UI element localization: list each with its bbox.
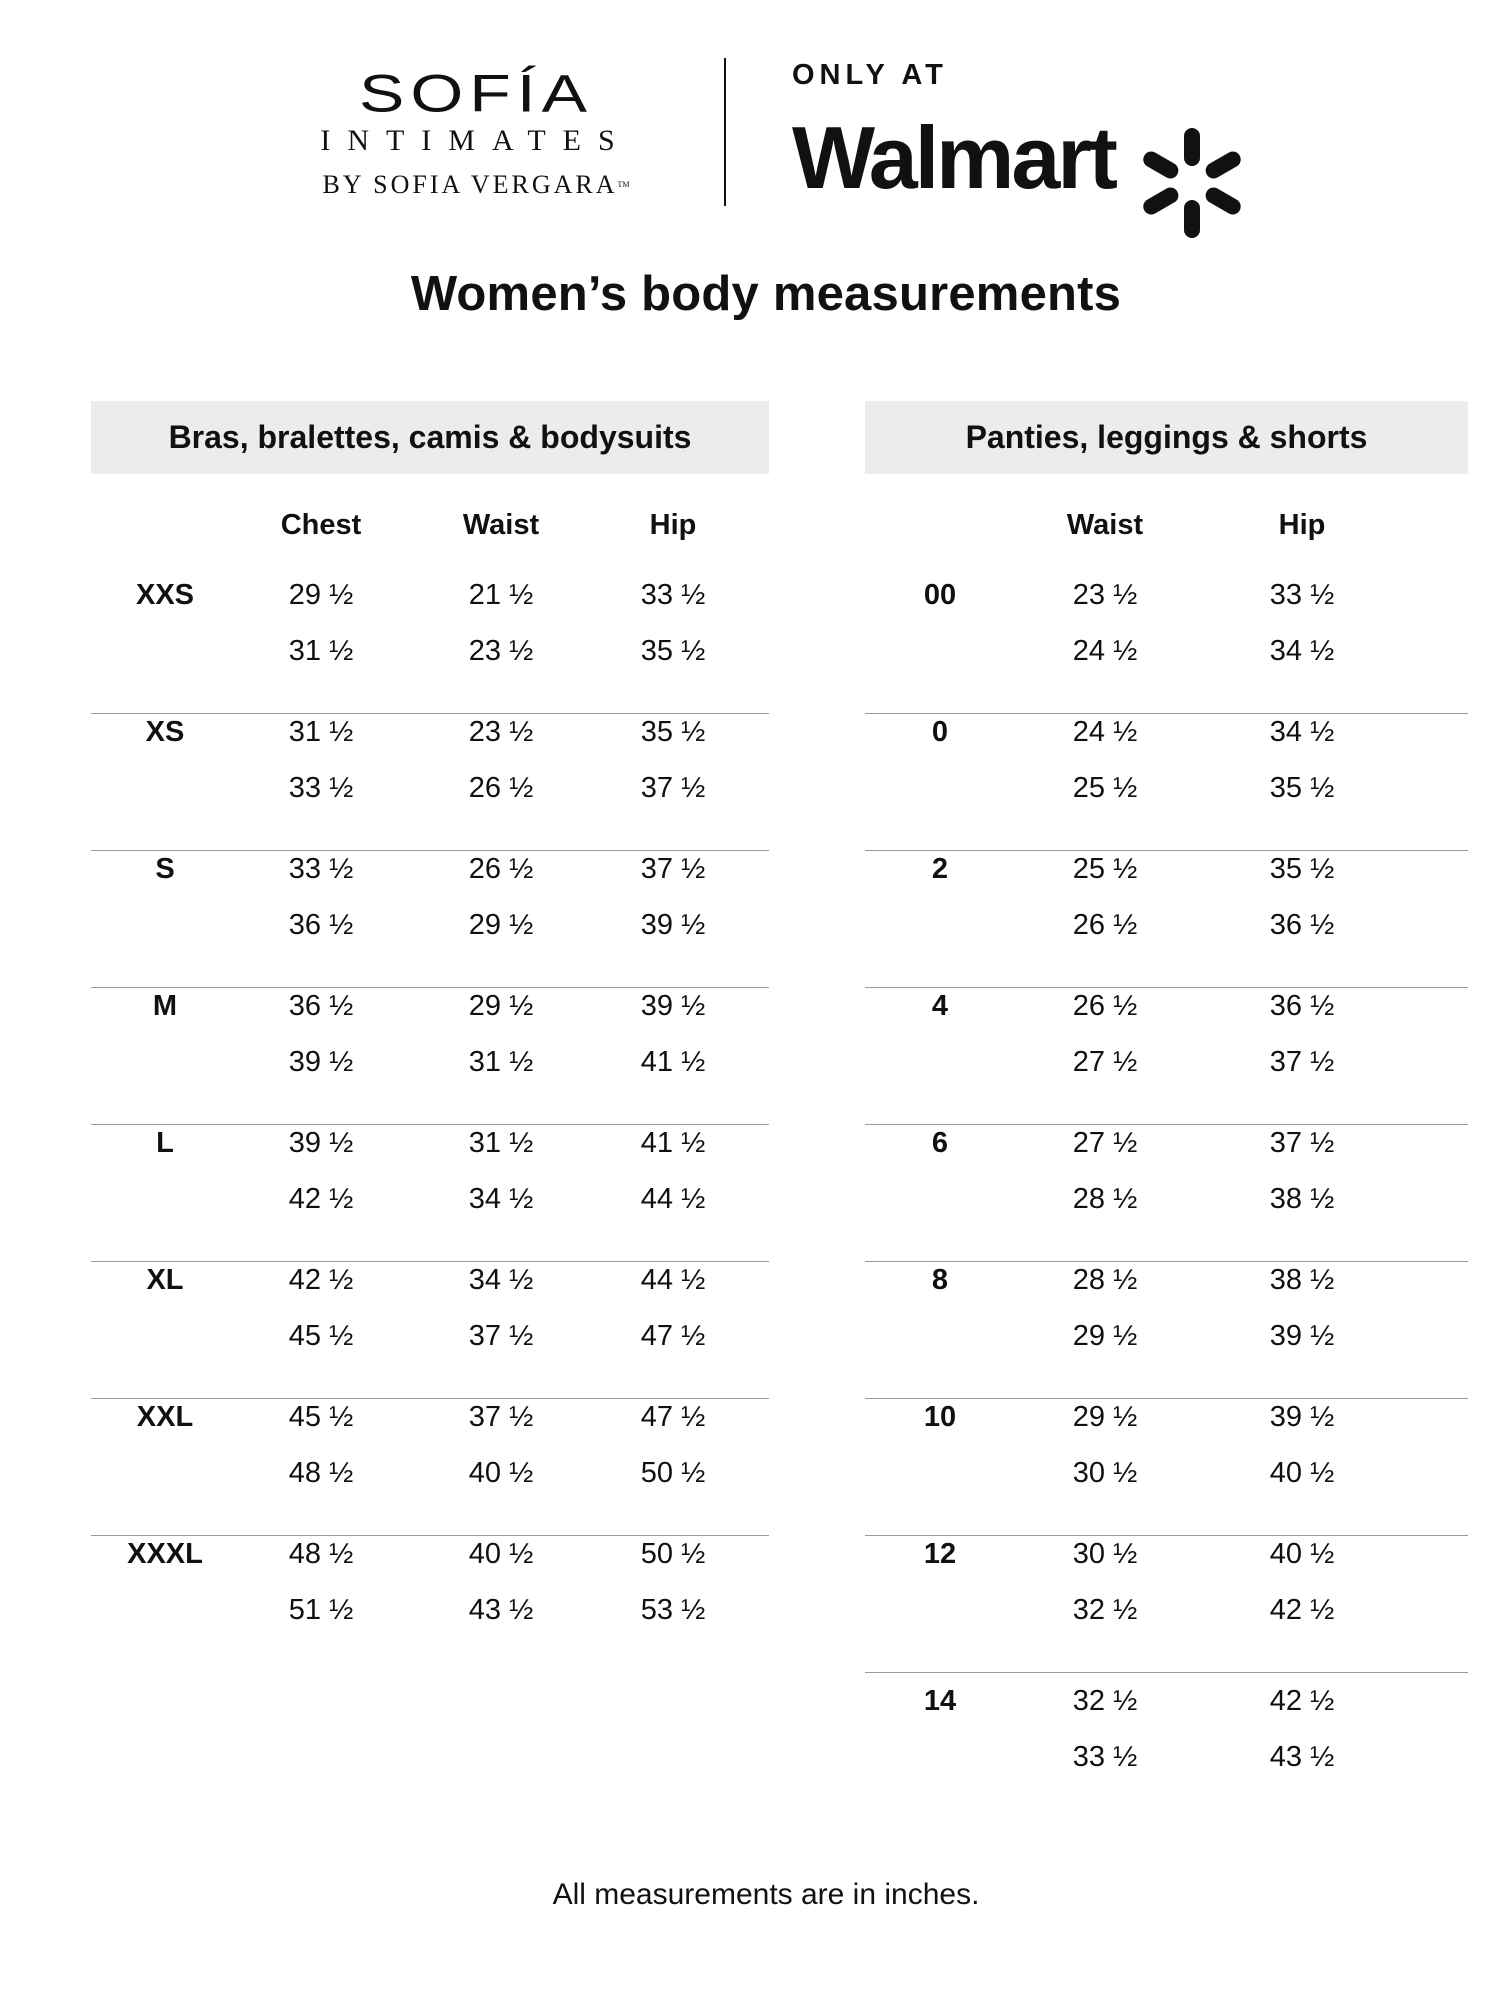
size-label: XXL [136,1401,194,1433]
hip-max-value: 35 ½ [640,635,706,667]
chest-max-value: 42 ½ [288,1183,354,1215]
hip-max-value: 37 ½ [640,772,706,804]
trademark-mark: TM [617,180,630,189]
brand-byline [286,168,666,202]
hip-min-value: 38 ½ [1269,1264,1335,1296]
waist-min-value: 40 ½ [468,1538,534,1570]
column-header-waist: Waist [1066,509,1144,541]
waist-min-value: 31 ½ [468,1127,534,1159]
hip-min-value: 42 ½ [1269,1685,1335,1717]
brand-byline-text: BY SOFIA VERGARA [322,170,618,199]
hip-min-value: 37 ½ [1269,1127,1335,1159]
size-label: XL [146,1264,184,1296]
hip-min-value: 34 ½ [1269,716,1335,748]
brand-name: SOFÍA [358,63,594,124]
footnote: All measurements are in inches. [552,1878,980,1911]
size-label: XXXL [127,1538,203,1570]
hip-min-value: 33 ½ [1269,579,1335,611]
hip-max-value: 35 ½ [1269,772,1335,804]
table-row [865,850,1468,988]
chest-max-value: 45 ½ [288,1320,354,1352]
size-label: L [156,1127,174,1159]
waist-max-value: 34 ½ [468,1183,534,1215]
waist-min-value: 26 ½ [468,853,534,885]
hip-min-value: 39 ½ [1269,1401,1335,1433]
table-row [865,1682,1468,1819]
hip-max-value: 41 ½ [640,1046,706,1078]
waist-min-value: 23 ½ [1072,579,1138,611]
waist-min-value: 28 ½ [1072,1264,1138,1296]
table-row [91,1261,769,1399]
chest-max-value: 31 ½ [288,635,354,667]
chest-max-value: 33 ½ [288,772,354,804]
hip-max-value: 39 ½ [640,909,706,941]
size-label: 4 [931,990,949,1022]
waist-max-value: 29 ½ [1072,1320,1138,1352]
chest-max-value: 51 ½ [288,1594,354,1626]
hip-min-value: 44 ½ [640,1264,706,1296]
size-label: 2 [931,853,949,885]
hip-min-value: 47 ½ [640,1401,706,1433]
brand-subline: INTIMATES [320,124,632,157]
hip-min-value: 50 ½ [640,1538,706,1570]
hip-min-value: 35 ½ [1269,853,1335,885]
hip-max-value: 39 ½ [1269,1320,1335,1352]
table-row [91,1124,769,1262]
hip-min-value: 40 ½ [1269,1538,1335,1570]
chest-min-value: 31 ½ [288,716,354,748]
waist-max-value: 26 ½ [1072,909,1138,941]
hip-max-value: 34 ½ [1269,635,1335,667]
size-label: 10 [923,1401,957,1433]
hip-max-value: 43 ½ [1269,1741,1335,1773]
page-title: Women’s body measurements [410,267,1122,321]
chest-max-value: 39 ½ [288,1046,354,1078]
waist-max-value: 30 ½ [1072,1457,1138,1489]
column-header-hip: Hip [649,509,697,541]
size-label: XXS [135,579,195,611]
size-label: 0 [931,716,949,748]
table-row [91,1398,769,1536]
hip-min-value: 36 ½ [1269,990,1335,1022]
waist-min-value: 27 ½ [1072,1127,1138,1159]
waist-min-value: 37 ½ [468,1401,534,1433]
tops-size-table [91,401,769,1626]
size-label: 6 [931,1127,949,1159]
only-at-tagline: ONLY AT [792,59,948,91]
table-row [865,987,1468,1125]
hip-max-value: 47 ½ [640,1320,706,1352]
size-label: 12 [923,1538,957,1570]
table-row [865,1261,1468,1399]
bottoms-size-table [865,401,1468,1773]
column-header-waist: Waist [462,509,540,541]
hip-min-value: 37 ½ [640,853,706,885]
waist-max-value: 32 ½ [1072,1594,1138,1626]
size-label: S [155,853,175,885]
waist-min-value: 25 ½ [1072,853,1138,885]
waist-min-value: 29 ½ [468,990,534,1022]
waist-min-value: 24 ½ [1072,716,1138,748]
tops-table-heading: Bras, bralettes, camis & bodysuits [91,401,769,474]
table-row [865,1124,1468,1262]
waist-min-value: 29 ½ [1072,1401,1138,1433]
hip-min-value: 35 ½ [640,716,706,748]
walmart-logo [792,58,1272,218]
waist-min-value: 30 ½ [1072,1538,1138,1570]
waist-min-value: 32 ½ [1072,1685,1138,1717]
hip-max-value: 37 ½ [1269,1046,1335,1078]
hip-max-value: 42 ½ [1269,1594,1335,1626]
hip-min-value: 41 ½ [640,1127,706,1159]
waist-max-value: 26 ½ [468,772,534,804]
waist-min-value: 34 ½ [468,1264,534,1296]
waist-max-value: 29 ½ [468,909,534,941]
hip-max-value: 38 ½ [1269,1183,1335,1215]
chest-min-value: 45 ½ [288,1401,354,1433]
table-row [91,576,769,714]
chest-max-value: 36 ½ [288,909,354,941]
size-label: M [152,990,178,1022]
chest-min-value: 29 ½ [288,579,354,611]
table-row [91,987,769,1125]
waist-max-value: 27 ½ [1072,1046,1138,1078]
chest-min-value: 42 ½ [288,1264,354,1296]
waist-max-value: 24 ½ [1072,635,1138,667]
waist-max-value: 37 ½ [468,1320,534,1352]
size-label: 14 [923,1685,957,1717]
table-row [865,576,1468,714]
chest-max-value: 48 ½ [288,1457,354,1489]
chest-min-value: 33 ½ [288,853,354,885]
size-label: 00 [923,579,957,611]
waist-min-value: 23 ½ [468,716,534,748]
size-label: XS [145,716,185,748]
waist-max-value: 31 ½ [468,1046,534,1078]
table-row [91,850,769,988]
hip-max-value: 40 ½ [1269,1457,1335,1489]
hip-min-value: 39 ½ [640,990,706,1022]
hip-max-value: 44 ½ [640,1183,706,1215]
hip-max-value: 53 ½ [640,1594,706,1626]
waist-max-value: 23 ½ [468,635,534,667]
waist-max-value: 43 ½ [468,1594,534,1626]
hip-min-value: 33 ½ [640,579,706,611]
table-row [91,1535,769,1672]
chest-min-value: 48 ½ [288,1538,354,1570]
column-header-hip: Hip [1278,509,1326,541]
table-row [865,1398,1468,1536]
logo-divider [724,58,726,206]
waist-max-value: 40 ½ [468,1457,534,1489]
sofia-intimates-logo [286,63,666,240]
chest-min-value: 36 ½ [288,990,354,1022]
waist-min-value: 21 ½ [468,579,534,611]
chest-min-value: 39 ½ [288,1127,354,1159]
bottoms-table-heading: Panties, leggings & shorts [865,401,1468,474]
column-header-chest: Chest [280,509,362,541]
walmart-wordmark: Walmart [792,108,1115,207]
hip-max-value: 50 ½ [640,1457,706,1489]
size-label: 8 [931,1264,949,1296]
waist-max-value: 28 ½ [1072,1183,1138,1215]
table-row [865,1535,1468,1673]
table-row [865,713,1468,851]
walmart-spark-icon [1140,128,1244,238]
waist-max-value: 33 ½ [1072,1741,1138,1773]
waist-max-value: 25 ½ [1072,772,1138,804]
header [0,40,1500,220]
hip-max-value: 36 ½ [1269,909,1335,941]
table-row [91,713,769,851]
waist-min-value: 26 ½ [1072,990,1138,1022]
